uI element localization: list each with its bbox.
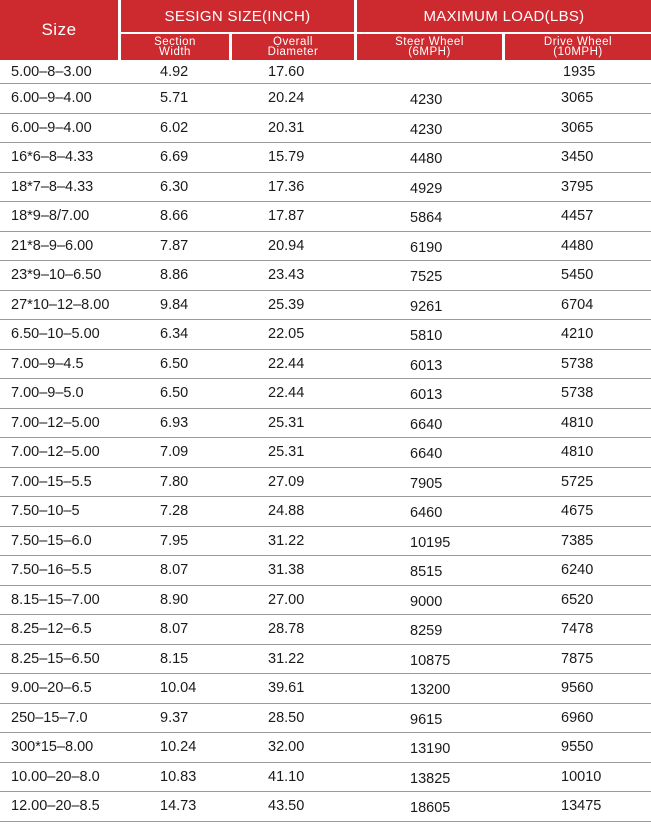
steer-wheel-load-cell: 4230	[410, 121, 443, 138]
section-width-cell: 7.80	[160, 473, 189, 490]
section-width-cell: 8.07	[160, 621, 189, 638]
steer-wheel-load-cell: 4480	[410, 151, 443, 168]
overall-diameter-cell: 28.50	[268, 709, 305, 726]
drive-wheel-load-cell: 5725	[561, 473, 594, 490]
size-cell: 12.00–20–8.5	[11, 798, 100, 815]
section-width-header	[121, 34, 229, 60]
overall-diameter-cell: 25.31	[268, 444, 305, 461]
drive-wheel-load-cell: 10010	[561, 768, 602, 785]
size-cell: 7.50–10–5	[11, 503, 80, 520]
table-row	[0, 704, 651, 734]
size-cell: 7.00–12–5.00	[11, 444, 100, 461]
overall-diameter-cell: 27.09	[268, 473, 305, 490]
size-cell: 23*9–10–6.50	[11, 267, 102, 284]
drive-wheel-load-cell: 4810	[561, 444, 594, 461]
steer-wheel-header-line2: (6MPH)	[408, 46, 451, 58]
section-width-cell: 10.83	[160, 768, 197, 785]
size-cell: 5.00–8–3.00	[11, 63, 92, 80]
table-row	[0, 763, 651, 793]
drive-wheel-load-cell: 7478	[561, 621, 594, 638]
overall-diameter-cell: 25.39	[268, 296, 305, 313]
size-cell: 300*15–8.00	[11, 739, 94, 756]
overall-diameter-header-line1: Overall	[273, 36, 313, 48]
size-cell: 8.25–12–6.5	[11, 621, 92, 638]
overall-diameter-cell: 31.22	[268, 650, 305, 667]
steer-wheel-load-cell: 5864	[410, 210, 443, 227]
size-cell: 7.50–15–6.0	[11, 532, 92, 549]
size-cell: 7.00–12–5.00	[11, 414, 100, 431]
drive-wheel-load-cell: 5738	[561, 385, 594, 402]
overall-diameter-cell: 27.00	[268, 591, 305, 608]
table-row	[0, 350, 651, 380]
section-width-cell: 6.30	[160, 178, 189, 195]
section-width-cell: 14.73	[160, 798, 197, 815]
size-cell: 8.15–15–7.00	[11, 591, 100, 608]
steer-wheel-load-cell: 9000	[410, 593, 443, 610]
drive-wheel-load-cell: 3450	[561, 149, 594, 166]
drive-wheel-load-cell: 6520	[561, 591, 594, 608]
tire-load-table-body	[0, 60, 651, 822]
drive-wheel-load-cell: 7385	[561, 532, 594, 549]
table-row	[0, 615, 651, 645]
drive-wheel-load-cell: 5450	[561, 267, 594, 284]
size-cell: 18*9–8/7.00	[11, 208, 90, 225]
section-width-cell: 9.37	[160, 709, 189, 726]
size-cell: 6.00–9–4.00	[11, 119, 92, 136]
steer-wheel-load-cell: 6013	[410, 387, 443, 404]
steer-wheel-load-cell: 10195	[410, 534, 451, 551]
size-cell: 16*6–8–4.33	[11, 149, 94, 166]
size-cell: 10.00–20–8.0	[11, 768, 100, 785]
drive-wheel-load-cell: 4810	[561, 414, 594, 431]
table-row	[0, 320, 651, 350]
section-width-cell: 8.07	[160, 562, 189, 579]
table-row	[0, 468, 651, 498]
table-row	[0, 792, 651, 822]
table-row	[0, 261, 651, 291]
overall-diameter-cell: 17.87	[268, 208, 305, 225]
drive-wheel-header	[505, 34, 651, 60]
table-row	[0, 60, 651, 84]
drive-wheel-load-cell: 4210	[561, 326, 594, 343]
drive-wheel-load-cell: 6240	[561, 562, 594, 579]
steer-wheel-load-cell: 7905	[410, 475, 443, 492]
drive-wheel-load-cell: 4480	[561, 237, 594, 254]
overall-diameter-cell: 20.31	[268, 119, 305, 136]
section-width-cell: 7.95	[160, 532, 189, 549]
table-row	[0, 84, 651, 114]
overall-diameter-cell: 17.36	[268, 178, 305, 195]
drive-wheel-load-cell: 4457	[561, 208, 594, 225]
size-cell: 27*10–12–8.00	[11, 296, 110, 313]
table-row	[0, 438, 651, 468]
table-row	[0, 497, 651, 527]
steer-wheel-load-cell: 13190	[410, 741, 451, 758]
table-row	[0, 291, 651, 321]
steer-wheel-header-line1: Steer Wheel	[395, 36, 464, 48]
table-row	[0, 232, 651, 262]
maximum-load-group-header: MAXIMUM LOAD(LBS)	[357, 0, 651, 32]
steer-wheel-load-cell: 4230	[410, 92, 443, 109]
drive-wheel-header-line1: Drive Wheel	[543, 36, 613, 48]
drive-wheel-load-cell: 9560	[561, 680, 594, 697]
table-row	[0, 586, 651, 616]
overall-diameter-cell: 17.60	[268, 63, 305, 80]
steer-wheel-load-cell: 5810	[410, 328, 443, 345]
section-width-cell: 4.92	[160, 63, 189, 80]
overall-diameter-cell: 22.44	[268, 385, 305, 402]
overall-diameter-cell: 23.43	[268, 267, 305, 284]
section-width-cell: 8.15	[160, 650, 189, 667]
section-width-cell: 6.93	[160, 414, 189, 431]
steer-wheel-load-cell: 6190	[410, 239, 443, 256]
overall-diameter-cell: 32.00	[268, 739, 305, 756]
steer-wheel-load-cell: 8515	[410, 564, 443, 581]
overall-diameter-cell: 43.50	[268, 798, 305, 815]
section-width-cell: 6.50	[160, 385, 189, 402]
drive-wheel-load-cell: 9550	[561, 739, 594, 756]
section-width-cell: 7.09	[160, 444, 189, 461]
size-column-header: Size	[0, 0, 118, 60]
section-width-cell: 8.90	[160, 591, 189, 608]
size-cell: 7.00–9–5.0	[11, 385, 84, 402]
overall-diameter-cell: 22.44	[268, 355, 305, 372]
drive-wheel-load-cell: 3065	[561, 90, 594, 107]
drive-wheel-load-cell: 6960	[561, 709, 594, 726]
steer-wheel-load-cell: 18605	[410, 800, 451, 817]
size-cell: 21*8–9–6.00	[11, 237, 94, 254]
drive-wheel-load-cell: 5738	[561, 355, 594, 372]
overall-diameter-cell: 20.24	[268, 90, 305, 107]
section-width-cell: 6.02	[160, 119, 189, 136]
section-width-cell: 5.71	[160, 90, 189, 107]
overall-diameter-cell: 20.94	[268, 237, 305, 254]
size-cell: 18*7–8–4.33	[11, 178, 94, 195]
overall-diameter-cell: 22.05	[268, 326, 305, 343]
drive-wheel-load-cell: 13475	[561, 798, 602, 815]
overall-diameter-cell: 41.10	[268, 768, 305, 785]
section-width-cell: 6.34	[160, 326, 189, 343]
steer-wheel-load-cell: 9615	[410, 711, 443, 728]
overall-diameter-cell: 28.78	[268, 621, 305, 638]
size-cell: 9.00–20–6.5	[11, 680, 92, 697]
table-row	[0, 527, 651, 557]
steer-wheel-load-cell: 6640	[410, 416, 443, 433]
table-row	[0, 409, 651, 439]
size-cell: 7.50–16–5.5	[11, 562, 92, 579]
section-width-cell: 8.86	[160, 267, 189, 284]
overall-diameter-header	[232, 34, 354, 60]
table-row	[0, 143, 651, 173]
drive-wheel-load-cell: 3065	[561, 119, 594, 136]
table-row	[0, 202, 651, 232]
steer-wheel-load-cell: 10875	[410, 652, 451, 669]
design-size-group-header: SESIGN SIZE(INCH)	[121, 0, 354, 32]
section-width-header-line1: Section	[154, 36, 196, 48]
steer-wheel-load-cell: 7525	[410, 269, 443, 286]
overall-diameter-cell: 31.22	[268, 532, 305, 549]
overall-diameter-cell: 24.88	[268, 503, 305, 520]
drive-wheel-load-cell: 7875	[561, 650, 594, 667]
drive-wheel-load-cell: 3795	[561, 178, 594, 195]
size-cell: 7.00–9–4.5	[11, 355, 84, 372]
table-row	[0, 645, 651, 675]
size-cell: 6.50–10–5.00	[11, 326, 100, 343]
table-row	[0, 379, 651, 409]
steer-wheel-header	[357, 34, 502, 60]
table-row	[0, 556, 651, 586]
section-width-cell: 8.66	[160, 208, 189, 225]
steer-wheel-load-cell: 8259	[410, 623, 443, 640]
section-width-cell: 6.69	[160, 149, 189, 166]
steer-wheel-load-cell: 4929	[410, 180, 443, 197]
steer-wheel-load-cell: 9261	[410, 298, 443, 315]
overall-diameter-header-line2: Diameter	[267, 46, 319, 58]
steer-wheel-load-cell: 6640	[410, 446, 443, 463]
overall-diameter-cell: 31.38	[268, 562, 305, 579]
size-cell: 6.00–9–4.00	[11, 90, 92, 107]
steer-wheel-load-cell: 13200	[410, 682, 451, 699]
size-cell: 8.25–15–6.50	[11, 650, 100, 667]
overall-diameter-cell: 39.61	[268, 680, 305, 697]
drive-wheel-header-line2: (10MPH)	[553, 46, 603, 58]
size-cell: 7.00–15–5.5	[11, 473, 92, 490]
table-row	[0, 733, 651, 763]
steer-wheel-load-cell: 6460	[410, 505, 443, 522]
drive-wheel-load-cell: 4675	[561, 503, 594, 520]
steer-wheel-load-cell: 6013	[410, 357, 443, 374]
section-width-cell: 7.87	[160, 237, 189, 254]
table-row	[0, 114, 651, 144]
table-row	[0, 173, 651, 203]
section-width-cell: 10.04	[160, 680, 197, 697]
drive-wheel-load-cell: 6704	[561, 296, 594, 313]
overall-diameter-cell: 15.79	[268, 149, 305, 166]
section-width-cell: 9.84	[160, 296, 189, 313]
overall-diameter-cell: 25.31	[268, 414, 305, 431]
drive-wheel-load-cell: 1935	[563, 63, 596, 80]
section-width-cell: 7.28	[160, 503, 189, 520]
size-cell: 250–15–7.0	[11, 709, 88, 726]
steer-wheel-load-cell: 13825	[410, 770, 451, 787]
section-width-header-line2: Width	[159, 46, 191, 58]
section-width-cell: 10.24	[160, 739, 197, 756]
section-width-cell: 6.50	[160, 355, 189, 372]
table-row	[0, 674, 651, 704]
